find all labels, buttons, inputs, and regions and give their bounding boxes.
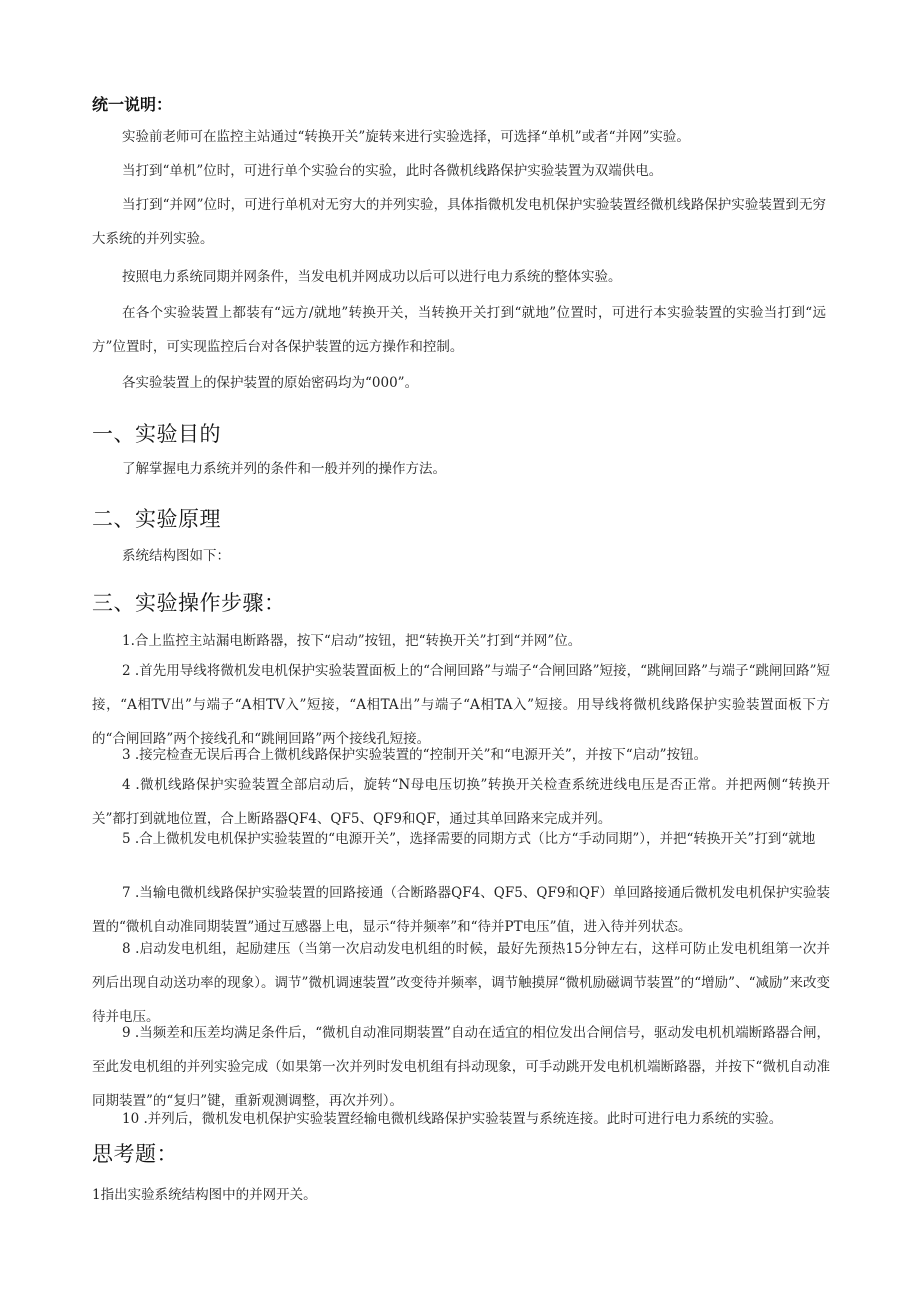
step-item: 4 .微机线路保护实验装置全部启动后，旋转“N母电压切换”转换开关检查系统进线电压是否正常。并把两侧“转换开关”都打到就地位置，合上断路器QF4、QF5、QF9和QF，通过其单回路来完成并列。	[92, 777, 830, 827]
step-item: 8 .启动发电机组，起励建压（当第一次启动发电机组的时候，最好先预热15分钟左右，这样可防止发电机组第一次并列后出现自动送功率的现象）。调节”微机调速装置”改变待并频率，调节触摸屏“微机励磁调节装置”的“增励”、“减励”来改变待并电压。	[92, 941, 830, 1025]
section-heading-purpose: 一、实验目的	[92, 422, 221, 446]
intro-paragraph: 在各个实验装置上都装有“远方/就地”转换开关，当转换开关打到“就地”位置时，可进行本实验装置的实验当打到“远方”位置时，可实现监控后台对各保护装置的远方操作和控制。	[92, 305, 826, 355]
intro-paragraph: 当打到“并网”位时，可进行单机对无穷大的并列实验，具体指微机发电机保护实验装置经微机线路保护实验装置到无穷大系统的并列实验。	[92, 197, 826, 247]
step-item: 5 .合上微机发电机保护实验装置的“电源开关”，选择需要的同期方式（比方“手动同期”），并把“转换开关”打到“就地	[122, 831, 816, 847]
step-item: 10 .并列后，微机发电机保护实验装置经输电微机线路保护实验装置与系统连接。此时可进行电力系统的实验。	[122, 1111, 783, 1127]
intro-paragraph: 按照电力系统同期并网条件，当发电机并网成功以后可以进行电力系统的整体实验。	[122, 269, 622, 285]
intro-paragraph: 当打到“单机”位时，可进行单个实验台的实验，此时各微机线路保护实验装置为双端供电。	[122, 163, 663, 179]
intro-title: 统一说明：	[92, 95, 173, 114]
principle-text: 系统结构图如下：	[122, 548, 230, 564]
step-item: 7 .当输电微机线路保护实验装置的回路接通（合断路器QF4、QF5、QF9和QF）单回路接通后微机发电机保护实验装置的“微机自动准同期装置”通过互感器上电，显示“待并频率”和“待并PT电压”值，进入待并列状态。	[92, 885, 830, 935]
section-heading-thinking: 思考题：	[92, 1142, 178, 1166]
section-heading-steps: 三、实验操作步骤：	[92, 591, 286, 615]
step-item: 2 .首先用导线将微机发电机保护实验装置面板上的“合闸回路”与端子“合闸回路”短接，“跳闸回路”与端子“跳闸回路”短接，“A相TV出”与端子“A相TV入”短接，“A相TA出”与端子“A相TA入”短接。用导线将微机线路保护实验装置面板下方的“合闸回路”两个接线孔和“跳闸回路”两个接线孔短接。	[92, 663, 830, 747]
step-item: 1.合上监控主站漏电断路器，按下“启动”按钮，把“转换开关”打到“并网”位。	[122, 633, 582, 649]
step-item: 3 .接完检查无误后再合上微机线路保护实验装置的“控制开关”和“电源开关”，并按下“启动”按钮。	[122, 747, 708, 763]
purpose-text: 了解掌握电力系统并列的条件和一般并列的操作方法。	[122, 461, 446, 477]
step-item: 9 .当频差和压差均满足条件后，“微机自动准同期装置”自动在适宜的相位发出合闸信号，驱动发电机机端断路器合闸，至此发电机组的并列实验完成（如果第一次并列时发电机组有抖动现象，可手动跳开发电机机端断路器，并按下“微机自动准同期装置”的“复归”键，重新观测调整，再次并列）。	[92, 1025, 830, 1109]
thinking-question: 1指出实验系统结构图中的并网开关。	[92, 1187, 317, 1203]
intro-paragraph: 各实验装置上的保护装置的原始密码均为“000”。	[122, 375, 419, 391]
intro-paragraph: 实验前老师可在监控主站通过“转换开关”旋转来进行实验选择，可选择“单机”或者“并网”实验。	[122, 129, 690, 145]
section-heading-principle: 二、实验原理	[92, 507, 221, 531]
